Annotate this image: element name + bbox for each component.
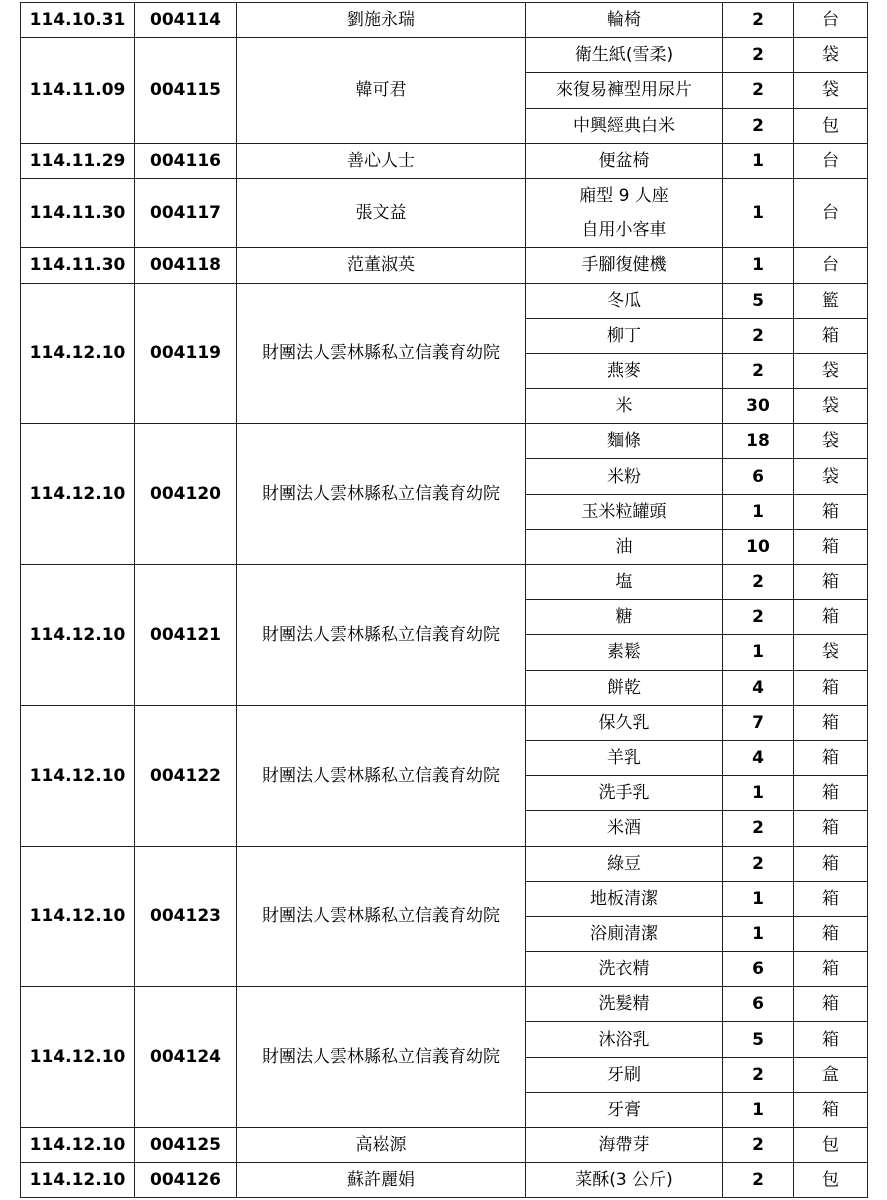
item-name: 綠豆 <box>526 846 723 881</box>
item-unit: 箱 <box>794 1092 868 1127</box>
table-row <box>21 248 868 283</box>
donor-name: 財團法人雲林縣私立信義育幼院 <box>237 987 526 1128</box>
receipt-number: 004121 <box>135 565 237 706</box>
item-unit: 箱 <box>794 1022 868 1057</box>
item-name: 洗手乳 <box>526 776 723 811</box>
donor-name: 蘇許麗娟 <box>237 1163 526 1198</box>
item-quantity: 1 <box>723 178 794 247</box>
item-quantity: 2 <box>723 600 794 635</box>
item-name: 輪椅 <box>526 3 723 38</box>
item-unit: 袋 <box>794 389 868 424</box>
table-row <box>21 283 868 318</box>
item-quantity: 2 <box>723 846 794 881</box>
donor-name: 財團法人雲林縣私立信義育幼院 <box>237 705 526 846</box>
item-name: 羊乳 <box>526 740 723 775</box>
table-row <box>21 178 868 247</box>
table-row <box>21 424 868 459</box>
item-name <box>526 178 723 247</box>
item-quantity: 1 <box>723 143 794 178</box>
item-unit: 袋 <box>794 38 868 73</box>
item-quantity: 2 <box>723 353 794 388</box>
item-name: 沐浴乳 <box>526 1022 723 1057</box>
item-unit: 箱 <box>794 318 868 353</box>
donation-date: 114.12.10 <box>21 1163 135 1198</box>
item-quantity: 2 <box>723 3 794 38</box>
table-row <box>21 846 868 881</box>
item-quantity: 6 <box>723 459 794 494</box>
item-unit: 袋 <box>794 635 868 670</box>
donation-date: 114.12.10 <box>21 987 135 1128</box>
item-quantity: 1 <box>723 776 794 811</box>
item-unit: 袋 <box>794 353 868 388</box>
receipt-number: 004126 <box>135 1163 237 1198</box>
item-unit: 箱 <box>794 952 868 987</box>
table-row <box>21 3 868 38</box>
item-name: 糖 <box>526 600 723 635</box>
item-name: 塩 <box>526 565 723 600</box>
item-name: 燕麥 <box>526 353 723 388</box>
table-row <box>21 987 868 1022</box>
item-unit: 箱 <box>794 811 868 846</box>
item-quantity: 2 <box>723 318 794 353</box>
receipt-number: 004122 <box>135 705 237 846</box>
donation-date: 114.12.10 <box>21 705 135 846</box>
item-unit: 盒 <box>794 1057 868 1092</box>
donation-date: 114.12.10 <box>21 565 135 706</box>
item-quantity: 6 <box>723 952 794 987</box>
donation-date: 114.12.10 <box>21 846 135 987</box>
donation-date: 114.10.31 <box>21 3 135 38</box>
item-quantity: 6 <box>723 987 794 1022</box>
item-quantity: 30 <box>723 389 794 424</box>
item-name: 米粉 <box>526 459 723 494</box>
item-unit: 包 <box>794 1128 868 1163</box>
receipt-number: 004123 <box>135 846 237 987</box>
item-name: 牙膏 <box>526 1092 723 1127</box>
item-quantity: 1 <box>723 248 794 283</box>
donation-date: 114.12.10 <box>21 283 135 424</box>
item-unit: 箱 <box>794 987 868 1022</box>
item-unit: 箱 <box>794 705 868 740</box>
item-unit: 箱 <box>794 494 868 529</box>
item-unit: 箱 <box>794 740 868 775</box>
item-unit: 台 <box>794 3 868 38</box>
donor-name: 劉施永瑞 <box>237 3 526 38</box>
item-quantity: 2 <box>723 1057 794 1092</box>
item-unit: 台 <box>794 248 868 283</box>
receipt-number: 004116 <box>135 143 237 178</box>
item-name-line: 廂型 9 人座 <box>579 186 669 207</box>
item-unit: 箱 <box>794 776 868 811</box>
item-unit: 袋 <box>794 459 868 494</box>
receipt-number: 004124 <box>135 987 237 1128</box>
item-name: 海帶芽 <box>526 1128 723 1163</box>
item-unit: 包 <box>794 1163 868 1198</box>
receipt-number: 004115 <box>135 38 237 144</box>
item-unit: 台 <box>794 178 868 247</box>
item-name: 油 <box>526 529 723 564</box>
donation-date: 114.12.10 <box>21 1128 135 1163</box>
item-name: 米酒 <box>526 811 723 846</box>
item-unit: 箱 <box>794 670 868 705</box>
item-name: 中興經典白米 <box>526 108 723 143</box>
item-quantity: 2 <box>723 1163 794 1198</box>
item-name-line: 自用小客車 <box>581 220 667 241</box>
table-row <box>21 38 868 73</box>
donor-name: 財團法人雲林縣私立信義育幼院 <box>237 846 526 987</box>
donation-date: 114.11.09 <box>21 38 135 144</box>
item-quantity: 2 <box>723 811 794 846</box>
donation-date: 114.12.10 <box>21 424 135 565</box>
item-name: 浴廁清潔 <box>526 916 723 951</box>
item-unit: 袋 <box>794 73 868 108</box>
item-name: 來復易褲型用尿片 <box>526 73 723 108</box>
item-name: 衛生紙(雪柔) <box>526 38 723 73</box>
item-name: 洗衣精 <box>526 952 723 987</box>
item-unit: 箱 <box>794 600 868 635</box>
item-unit: 箱 <box>794 846 868 881</box>
item-name: 米 <box>526 389 723 424</box>
table-row <box>21 143 868 178</box>
item-quantity: 1 <box>723 916 794 951</box>
item-unit: 箱 <box>794 916 868 951</box>
item-name: 餅乾 <box>526 670 723 705</box>
table-row <box>21 1128 868 1163</box>
item-name: 洗髮精 <box>526 987 723 1022</box>
table-row <box>21 1163 868 1198</box>
donor-name: 高崧源 <box>237 1128 526 1163</box>
table-row <box>21 565 868 600</box>
item-quantity: 7 <box>723 705 794 740</box>
item-quantity: 1 <box>723 635 794 670</box>
receipt-number: 004120 <box>135 424 237 565</box>
item-quantity: 1 <box>723 1092 794 1127</box>
item-quantity: 2 <box>723 565 794 600</box>
item-quantity: 5 <box>723 1022 794 1057</box>
donor-name: 善心人士 <box>237 143 526 178</box>
item-unit: 台 <box>794 143 868 178</box>
receipt-number: 004114 <box>135 3 237 38</box>
donor-name: 張文益 <box>237 178 526 247</box>
item-name: 玉米粒罐頭 <box>526 494 723 529</box>
item-quantity: 2 <box>723 1128 794 1163</box>
item-name: 牙刷 <box>526 1057 723 1092</box>
item-unit: 包 <box>794 108 868 143</box>
donor-name: 范董淑英 <box>237 248 526 283</box>
item-name: 手腳復健機 <box>526 248 723 283</box>
item-quantity: 18 <box>723 424 794 459</box>
item-name: 地板清潔 <box>526 881 723 916</box>
table-row <box>21 705 868 740</box>
donor-name: 財團法人雲林縣私立信義育幼院 <box>237 283 526 424</box>
receipt-number: 004118 <box>135 248 237 283</box>
item-quantity: 2 <box>723 108 794 143</box>
item-name: 素鬆 <box>526 635 723 670</box>
item-unit: 袋 <box>794 424 868 459</box>
item-unit: 箱 <box>794 529 868 564</box>
item-name: 麵條 <box>526 424 723 459</box>
donor-name: 韓可君 <box>237 38 526 144</box>
table-body <box>21 3 868 1198</box>
donation-date: 114.11.29 <box>21 143 135 178</box>
item-unit: 箱 <box>794 565 868 600</box>
item-quantity: 4 <box>723 740 794 775</box>
receipt-number: 004125 <box>135 1128 237 1163</box>
receipt-number: 004117 <box>135 178 237 247</box>
item-unit: 箱 <box>794 881 868 916</box>
item-quantity: 1 <box>723 494 794 529</box>
item-quantity: 5 <box>723 283 794 318</box>
item-quantity: 10 <box>723 529 794 564</box>
item-unit: 籃 <box>794 283 868 318</box>
item-name: 便盆椅 <box>526 143 723 178</box>
item-quantity: 4 <box>723 670 794 705</box>
item-name: 菜酥(3 公斤) <box>526 1163 723 1198</box>
item-quantity: 2 <box>723 73 794 108</box>
item-name: 柳丁 <box>526 318 723 353</box>
item-quantity: 1 <box>723 881 794 916</box>
item-name: 冬瓜 <box>526 283 723 318</box>
donation-date: 114.11.30 <box>21 178 135 247</box>
item-quantity: 2 <box>723 38 794 73</box>
donation-records-table <box>20 2 868 1198</box>
item-name: 保久乳 <box>526 705 723 740</box>
donor-name: 財團法人雲林縣私立信義育幼院 <box>237 424 526 565</box>
donor-name: 財團法人雲林縣私立信義育幼院 <box>237 565 526 706</box>
donation-date: 114.11.30 <box>21 248 135 283</box>
receipt-number: 004119 <box>135 283 237 424</box>
